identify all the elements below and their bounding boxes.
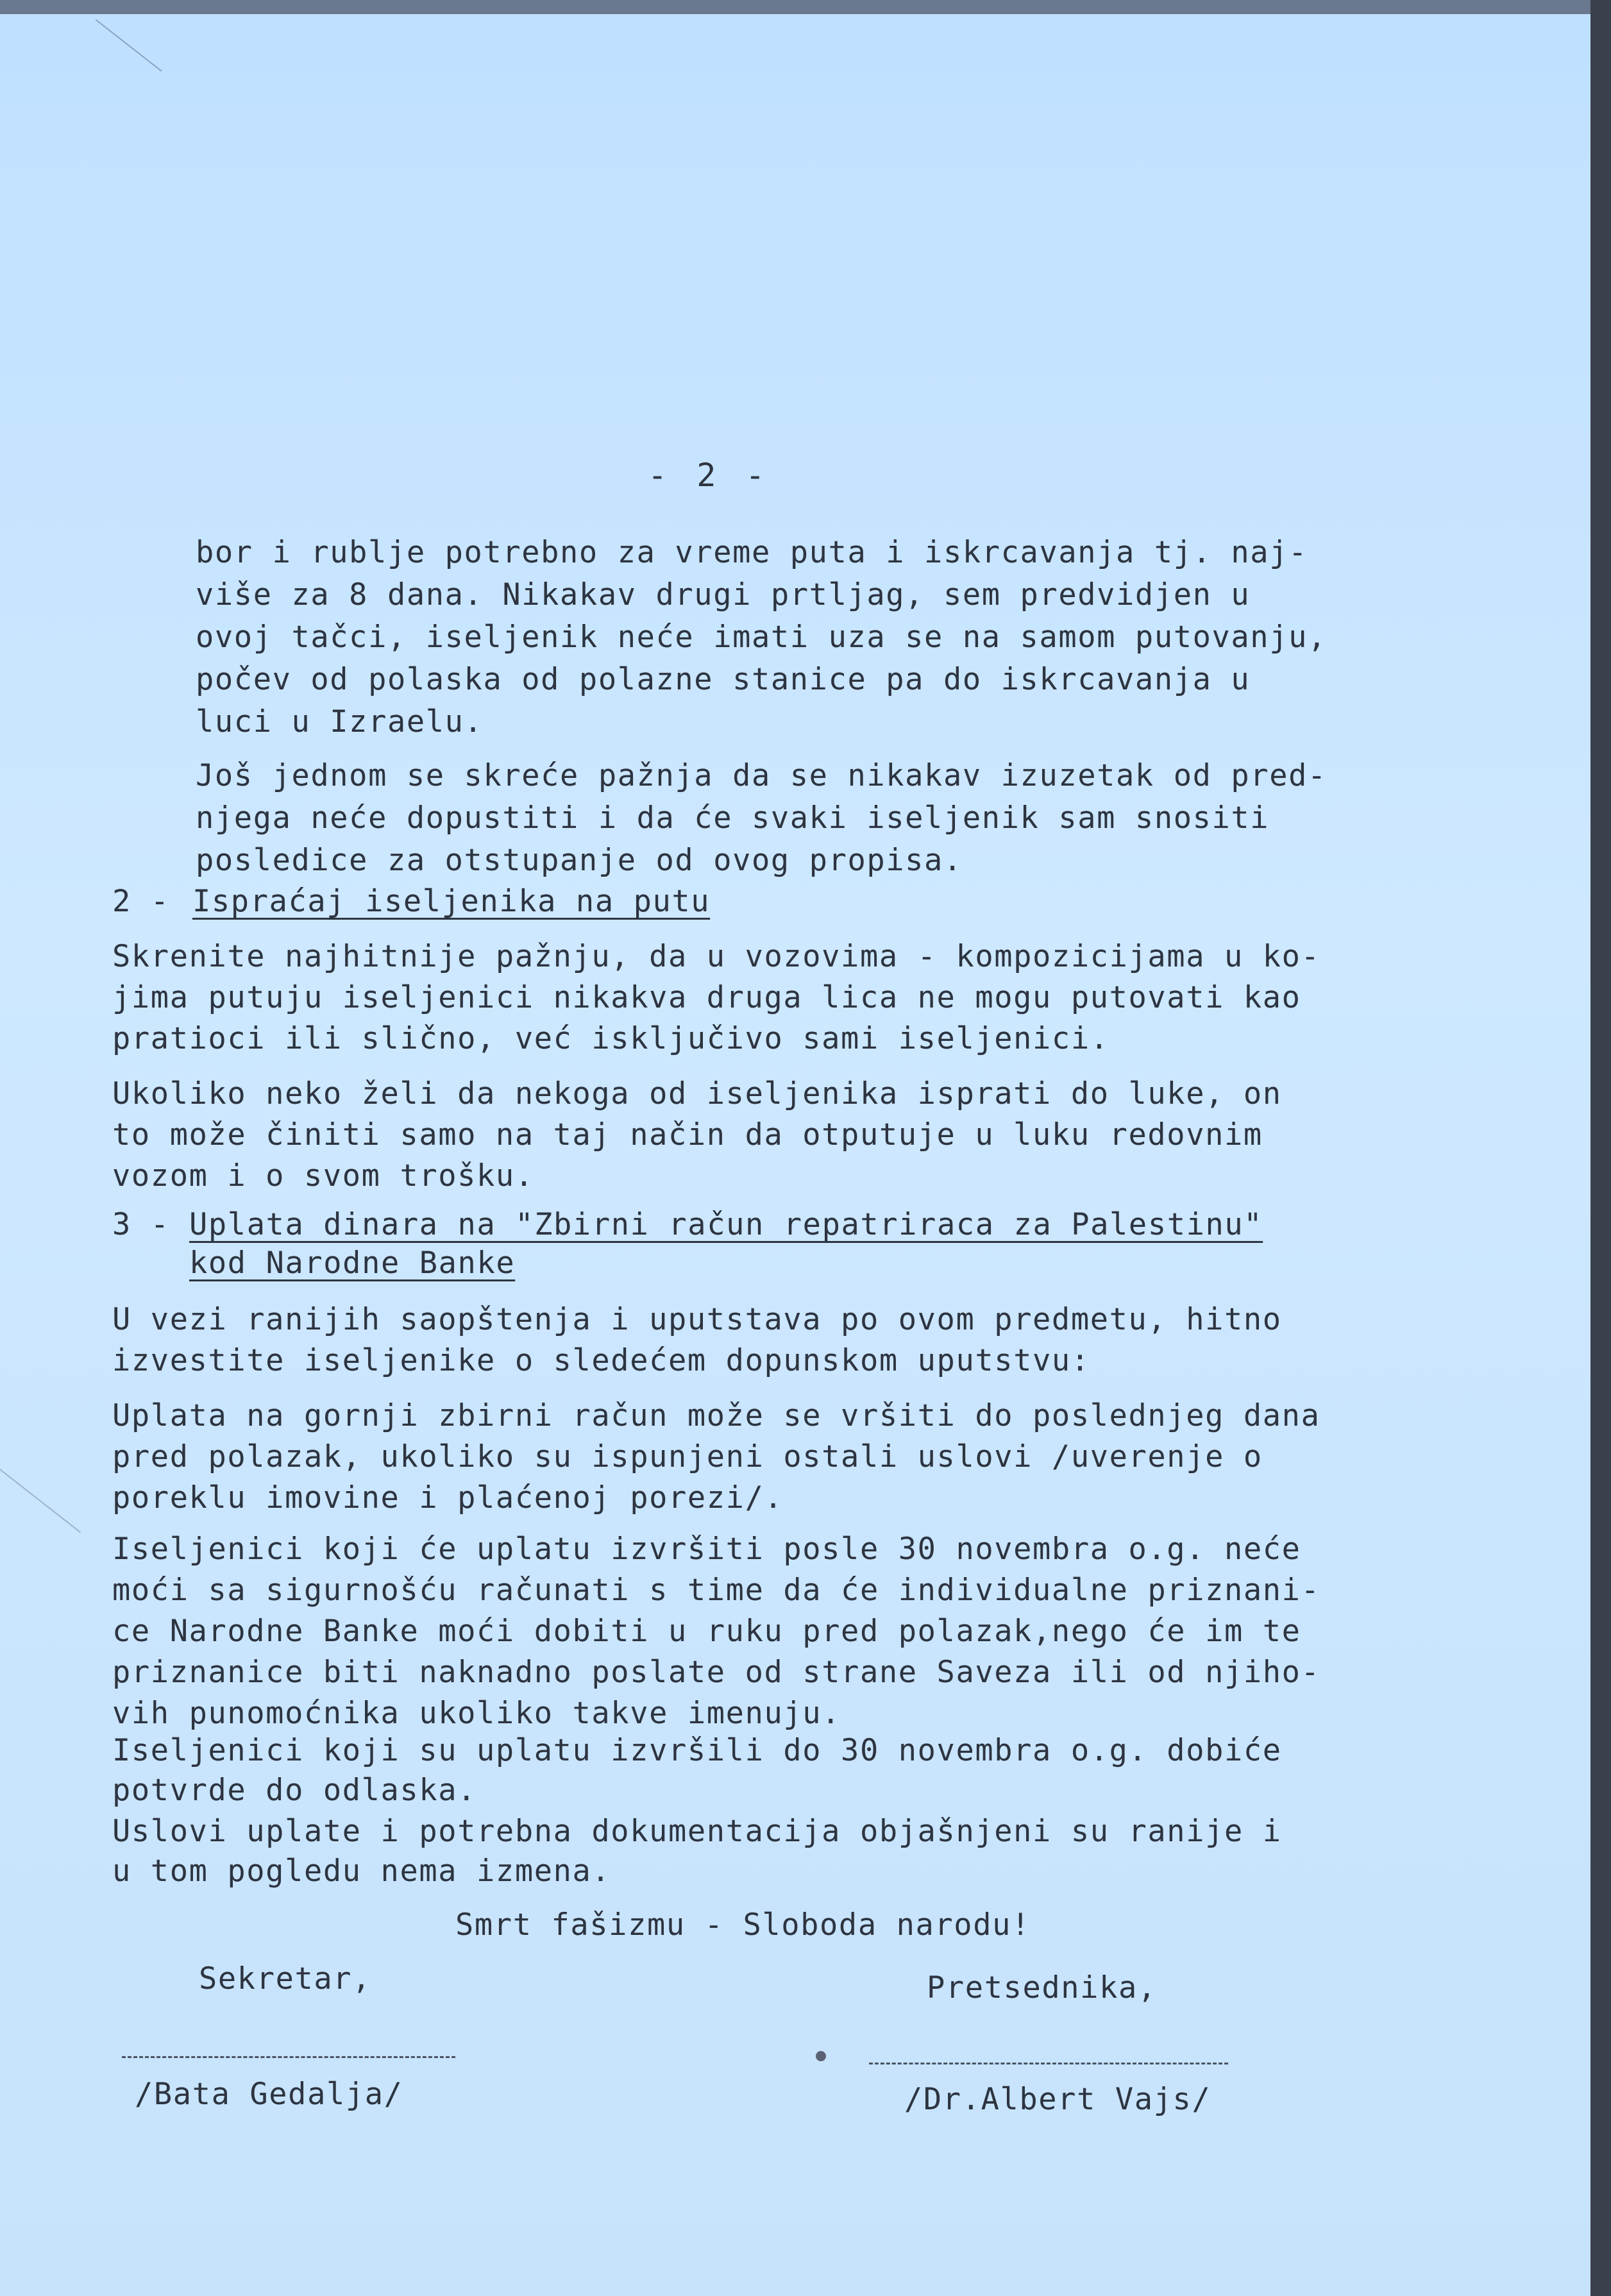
section3-line: poreklu imovine i plaćenoj porezi/. [112, 1480, 784, 1515]
section3-line: Uslovi uplate i potrebna dokumentacija objašnjeni su ranije i [112, 1814, 1282, 1849]
section3-title-cont: kod Narodne Banke [189, 1245, 516, 1281]
reminder-line: njega neće dopustiti i da će svaki iseljenik sam snositi [196, 800, 1270, 836]
section3-title: Uplata dinara na "Zbirni račun repatriraca za Palestinu" [189, 1207, 1263, 1242]
scan-top-edge [0, 0, 1590, 14]
reminder-line: posledice za otstupanje od ovog propisa. [196, 843, 963, 878]
secretary-name: /Bata Gedalja/ [135, 2077, 403, 2112]
reminder-line: Još jednom se skreće pažnja da se nikakav izuzetak od pred- [196, 758, 1327, 793]
section3-number: 3 - [112, 1207, 170, 1242]
section3-line: Uplata na gornji zbirni račun može se vršiti do poslednjeg dana [112, 1398, 1320, 1433]
section2-line: jima putuju iseljenici nikakva druga lica ne mogu putovati kao [112, 980, 1301, 1015]
intro-line: više za 8 dana. Nikakav drugi prtljag, sem predvidjen u [196, 577, 1251, 612]
punch-hole-mark [816, 2051, 826, 2061]
page-number: - 2 - [648, 457, 770, 494]
intro-line: ovoj tačci, iseljenik neće imati uza se na samom putovanju, [196, 620, 1327, 655]
section3-line: pred polazak, ukoliko su ispunjeni ostali uslovi /uverenje o [112, 1439, 1263, 1474]
president-name: /Dr.Albert Vajs/ [904, 2082, 1211, 2117]
section3-line: U vezi ranijih saopštenja i uputstava po ovom predmetu, hitno [112, 1302, 1282, 1337]
section3-line: vih punomoćnika ukoliko takve imenuju. [112, 1696, 841, 1731]
section2-title: Ispraćaj iseljenika na putu [192, 884, 711, 919]
section3-line: priznanice biti naknadno poslate od strane Saveza ili od njiho- [112, 1655, 1320, 1690]
paper-fold-mark [52, 19, 162, 127]
president-signature-line [869, 2063, 1228, 2064]
section2-line: vozom i o svom trošku. [112, 1158, 534, 1194]
section3-line: Iseljenici koji će uplatu izvršiti posle 30 novembra o.g. neće [112, 1532, 1301, 1567]
secretary-signature-line [122, 2056, 455, 2058]
scan-right-edge [1590, 0, 1611, 2296]
section2-line: pratioci ili slično, već isključivo sami iseljenici. [112, 1021, 1109, 1056]
intro-line: luci u Izraelu. [196, 704, 484, 739]
section3-line: ce Narodne Banke moći dobiti u ruku pred polazak,nego će im te [112, 1614, 1301, 1649]
section3-line: potvrde do odlaska. [112, 1773, 477, 1808]
section2-line: Ukoliko neko želi da nekoga od iseljenika isprati do luke, on [112, 1076, 1282, 1111]
section3-line: moći sa sigurnošću računati s time da će individualne priznani- [112, 1573, 1320, 1608]
section2-number: 2 - [112, 884, 170, 919]
section2-line: to može činiti samo na taj način da otputuje u luku redovnim [112, 1117, 1263, 1152]
intro-line: bor i rublje potrebno za vreme puta i iskrcavanja tj. naj- [196, 535, 1308, 570]
section2-line: Skrenite najhitnije pažnju, da u vozovima - kompozicijama u ko- [112, 939, 1320, 974]
secretary-title: Sekretar, [199, 1961, 372, 1996]
paper-crease-mark [0, 1469, 81, 1533]
president-title: Pretsednika, [927, 1970, 1157, 2005]
section3-line: Iseljenici koji su uplatu izvršili do 30 novembra o.g. dobiće [112, 1733, 1282, 1768]
section3-line: u tom pogledu nema izmena. [112, 1853, 611, 1889]
intro-line: počev od polaska od polazne stanice pa do iskrcavanja u [196, 662, 1251, 697]
section3-line: izvestite iseljenike o sledećem dopunskom uputstvu: [112, 1343, 1090, 1378]
closing-slogan: Smrt fašizmu - Sloboda narodu! [455, 1907, 1031, 1943]
